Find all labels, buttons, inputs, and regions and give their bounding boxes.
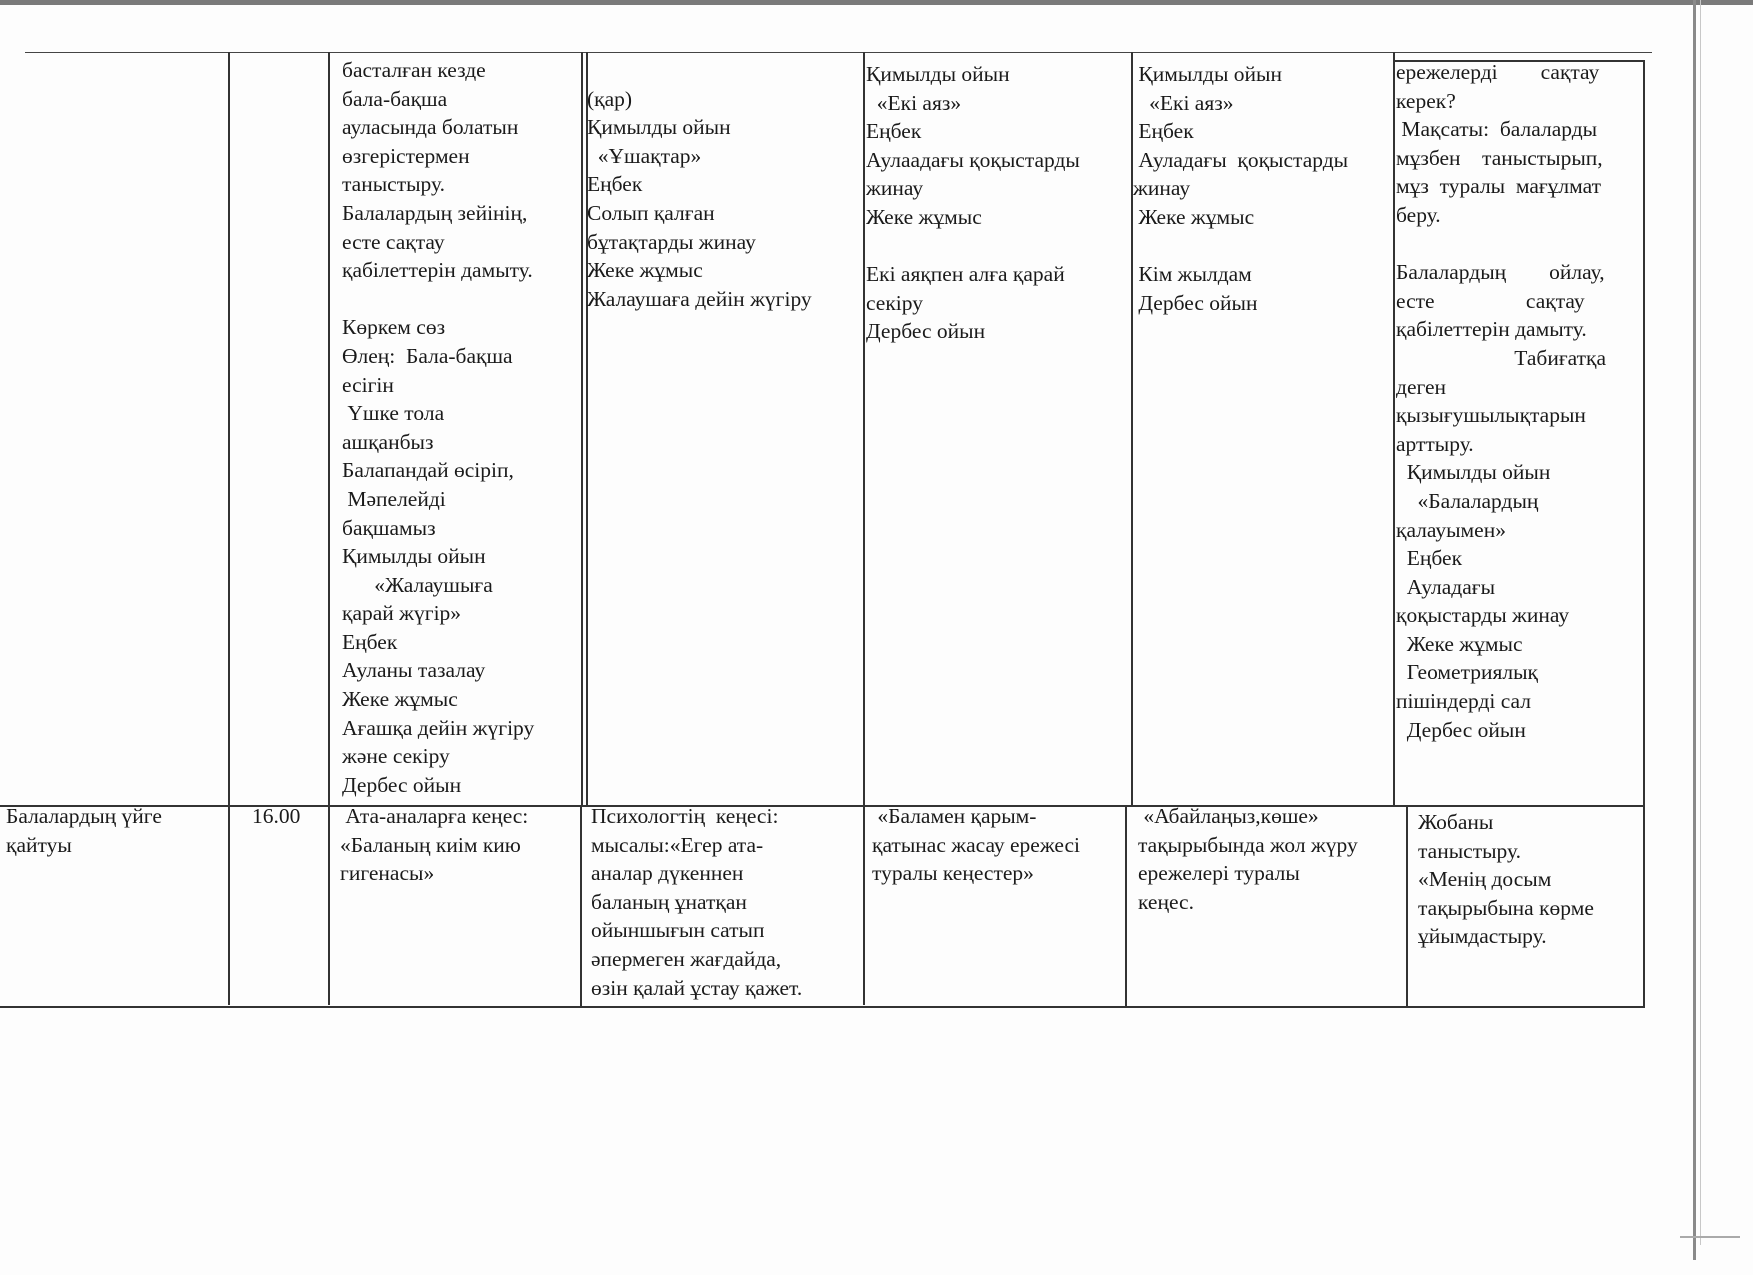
text-line: кеңес.	[1138, 889, 1194, 914]
text-line: қоқыстарды жинау	[1396, 603, 1570, 628]
text-line: жинау	[866, 176, 924, 201]
column-divider-4	[863, 52, 865, 1005]
column-divider-6b	[1406, 806, 1408, 1006]
text-line: Жалаушаға дейін жүгіру	[587, 286, 812, 311]
text-line: ауласында болатын	[342, 115, 519, 140]
column-divider-6a	[1393, 52, 1395, 806]
text-line: Мақсаты: балаларды	[1396, 117, 1598, 142]
text-line: Балалардың үйге	[6, 804, 162, 828]
text-line: басталған кезде	[342, 58, 486, 82]
text-line	[342, 285, 580, 314]
table-top-border	[25, 52, 1652, 53]
table-bottom-border	[0, 1006, 1645, 1008]
text-line: Жеке жұмыс	[1133, 204, 1255, 229]
text-line: Балалардың зейінің,	[342, 200, 528, 225]
text-line: Екі аяқпен алға қарай	[866, 262, 1065, 287]
text-line: өзгерістермен	[342, 143, 470, 168]
text-line: есте сақтау	[1396, 288, 1585, 313]
text-line: «Абайлаңыз,көше»	[1138, 804, 1319, 828]
text-line: Ауланы тазалау	[342, 658, 486, 683]
text-line: тақырыбында жол жүру	[1138, 832, 1358, 857]
text-line: пішіндерді сал	[1396, 689, 1532, 714]
upper-monday-cell	[342, 56, 580, 806]
column-divider-2	[328, 52, 330, 1005]
text-line: Дербес ойын	[1133, 290, 1258, 315]
text-line: туралы кеңестер»	[872, 861, 1034, 886]
text-line: қабілеттерін дамыту.	[342, 258, 533, 283]
text-line: Психологтің кеңесі:	[591, 804, 779, 828]
text-line: қарай жүгір»	[342, 601, 462, 626]
text-line: Жеке жұмыс	[866, 204, 982, 229]
text-line: Жеке жұмыс	[1396, 631, 1523, 656]
text-line: ашқанбыз	[342, 429, 434, 454]
text-line: 16.00	[252, 804, 301, 828]
text-line: Ағашқа дейін жүгіру	[342, 715, 535, 740]
text-line: және секіру	[342, 744, 450, 769]
upper-thursday-cell	[1133, 60, 1393, 805]
text-line: Геометриялық	[1396, 660, 1538, 685]
text-line: Солып қалған	[587, 200, 715, 225]
text-line: керек?	[1396, 88, 1456, 113]
text-line: Ата-аналарға кеңес:	[340, 804, 529, 828]
text-line: Дербес ойын	[1396, 717, 1526, 742]
text-line: есте сақтау	[342, 229, 445, 254]
text-line: «Баланың киім кию	[340, 832, 521, 857]
lower-monday-cell	[340, 802, 580, 1002]
text-line: Қимылды ойын	[1133, 62, 1282, 86]
text-line: арттыру.	[1396, 431, 1474, 456]
column-divider-3c	[580, 806, 582, 1006]
text-line: Жобаны	[1418, 810, 1494, 834]
text-line: өзін қалай ұстау қажет.	[591, 975, 803, 1000]
scan-edge-right	[1693, 0, 1696, 1260]
text-line: Жеке жұмыс	[342, 687, 458, 712]
text-line: Қимылды ойын	[866, 62, 1010, 86]
text-line: Аулаадағы қоқыстарды	[866, 147, 1080, 172]
text-line: Табиғатқа	[1396, 345, 1607, 370]
text-line: деген	[1396, 374, 1447, 399]
lower-time-cell	[252, 802, 326, 1002]
text-line: Еңбек	[1133, 119, 1194, 144]
text-line: «Екі аяз»	[866, 90, 962, 115]
text-line: Үшке тола	[342, 401, 445, 426]
lower-wednesday-cell	[872, 802, 1124, 1002]
lower-topic-cell	[6, 802, 226, 1002]
text-line: Ауладағы	[1396, 574, 1496, 599]
column-divider-1	[228, 52, 230, 1005]
text-line: «Баламен қарым-	[872, 804, 1037, 828]
text-line: Қимылды ойын	[587, 115, 731, 140]
text-line: ұйымдастыру.	[1418, 924, 1547, 949]
text-line: гигенасы»	[340, 861, 435, 886]
text-line: таныстыру.	[1418, 838, 1521, 863]
upper-tuesday-cell	[587, 56, 862, 806]
text-line: мұз туралы мағұлмат	[1396, 174, 1602, 199]
text-line: қайтуы	[6, 832, 72, 857]
text-line: Көркем сөз	[342, 315, 446, 340]
text-line: аналар дүкеннен	[591, 861, 744, 886]
text-line: Еңбек	[866, 119, 922, 144]
text-line: «Менің досым	[1418, 867, 1552, 892]
scan-edge-right-secondary	[1700, 0, 1701, 1245]
column-divider-3a	[581, 52, 583, 806]
text-line: ережелерді сақтау	[1396, 60, 1600, 84]
text-line: тақырыбына көрме	[1418, 895, 1594, 920]
text-line: әпермеген жағдайда,	[591, 946, 782, 971]
text-line: жинау	[1133, 176, 1191, 201]
text-line: бала-бақша	[342, 86, 448, 111]
text-line: Балалардың ойлау,	[1396, 260, 1605, 285]
text-line: «Ұшақтар»	[587, 143, 702, 168]
text-line: Балапандай өсіріп,	[342, 458, 514, 483]
lower-friday-cell	[1418, 808, 1642, 1004]
text-line: «Жалаушыға	[342, 572, 493, 597]
text-line: Дербес ойын	[866, 319, 986, 344]
text-line: Дербес ойын	[342, 772, 462, 797]
lower-tuesday-cell	[591, 802, 861, 1006]
text-line: Еңбек	[587, 172, 643, 197]
text-line: мысалы:«Егер ата-	[591, 832, 764, 857]
text-line: Ауладағы қоқыстарды	[1133, 147, 1349, 172]
lower-thursday-cell	[1138, 802, 1404, 1002]
text-line: секіру	[866, 290, 923, 315]
text-line: Еңбек	[1396, 546, 1463, 571]
text-line: Мәпелейді	[342, 486, 446, 511]
text-line: ойыншығын сатып	[591, 918, 765, 943]
text-line: Кім жылдам	[1133, 262, 1252, 287]
text-line: беру.	[1396, 202, 1441, 227]
text-line: қызығушылықтарын	[1396, 403, 1586, 428]
text-line: бұтақтарды жинау	[587, 229, 756, 254]
text-line: баланың ұнатқан	[591, 889, 747, 914]
text-line: «Екі аяз»	[1133, 90, 1234, 115]
text-line: қатынас жасау ережесі	[872, 832, 1081, 857]
text-line: қалауымен»	[1396, 517, 1506, 542]
text-line: мұзбен таныстырып,	[1396, 145, 1603, 170]
column-divider-5b	[1125, 806, 1127, 1006]
text-line: Жеке жұмыс	[587, 258, 703, 283]
upper-friday-cell	[1396, 58, 1642, 804]
text-line: таныстыру.	[342, 172, 445, 197]
text-line: Өлең: Бала-бақша	[342, 343, 513, 368]
text-line: «Балалардың	[1396, 488, 1539, 513]
scan-edge-top	[0, 0, 1753, 5]
text-line	[587, 56, 862, 85]
scan-edge-bottom	[1680, 1236, 1740, 1238]
text-line: бақшамыз	[342, 515, 436, 540]
text-line: Еңбек	[342, 629, 398, 654]
text-line: ережелері туралы	[1138, 861, 1300, 886]
text-line: қабілеттерін дамыту.	[1396, 317, 1587, 342]
table-right-border	[1643, 60, 1645, 1008]
text-line	[1396, 230, 1642, 259]
text-line: есігін	[342, 372, 394, 397]
text-line: Қимылды ойын	[1396, 460, 1551, 485]
text-line	[1133, 232, 1393, 261]
upper-wednesday-cell	[866, 60, 1130, 805]
text-line: (қар)	[587, 86, 633, 111]
text-line: Қимылды ойын	[342, 544, 486, 569]
text-line	[866, 232, 1130, 261]
